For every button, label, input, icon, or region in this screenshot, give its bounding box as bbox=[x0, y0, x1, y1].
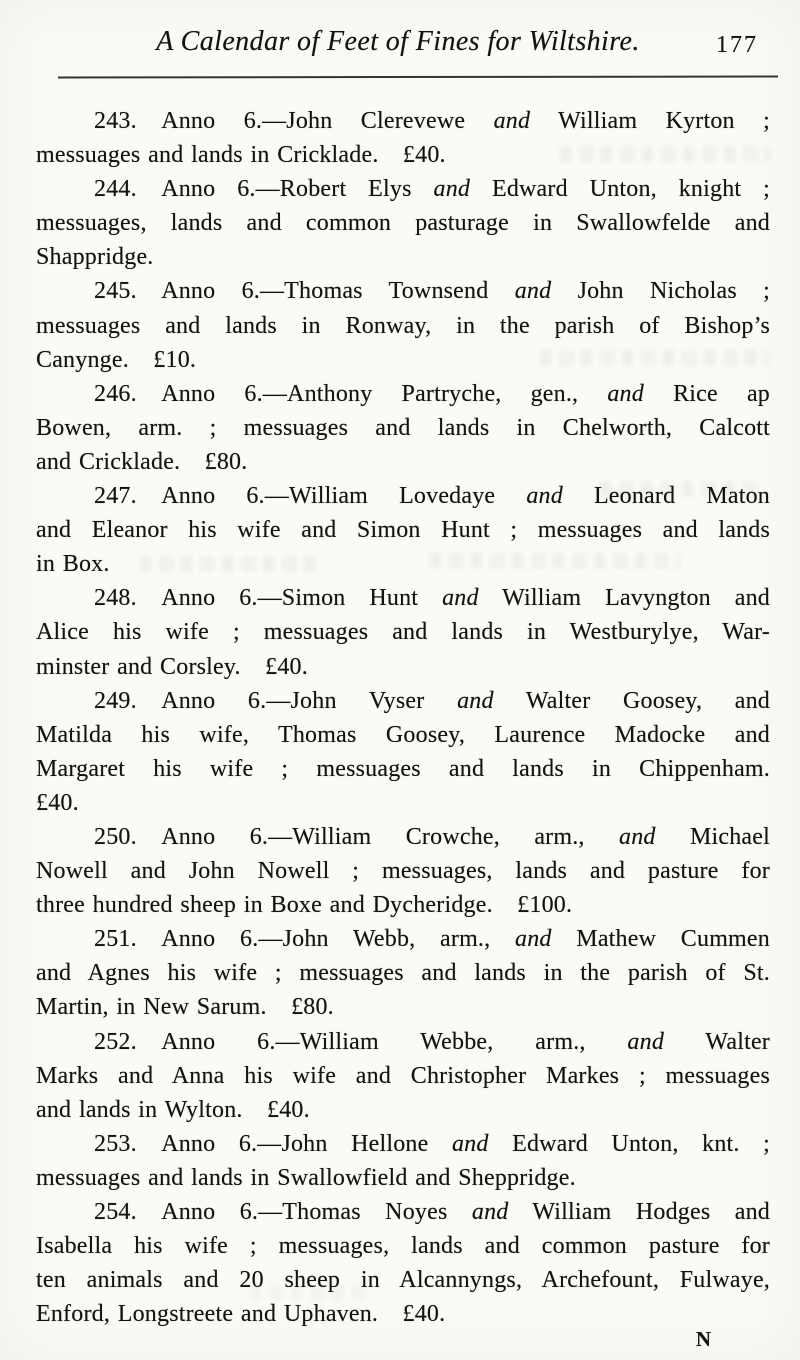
entry-line bbox=[36, 343, 770, 377]
entry-line bbox=[36, 581, 770, 615]
entry-text: Isabella his wife ; messuages, lands and common pasture for bbox=[36, 1233, 770, 1260]
italic-and: and bbox=[619, 823, 656, 850]
entry-text: messuages and lands in Cricklade. £40. bbox=[36, 142, 446, 169]
entry-text: 250. Anno 6.—William Crowche, arm., bbox=[94, 823, 619, 850]
entry-244 bbox=[36, 172, 770, 274]
entry-text: Martin, in New Sarum. £80. bbox=[36, 994, 334, 1021]
entry-text: 243. Anno 6.—John Clerevewe bbox=[94, 108, 494, 134]
entry-line bbox=[36, 1059, 770, 1093]
entry-text: 252. Anno 6.—William Webbe, arm., bbox=[94, 1028, 628, 1055]
entry-246 bbox=[36, 377, 770, 479]
signature-mark: N bbox=[695, 1327, 712, 1351]
entry-text: Nowell and John Nowell ; messuages, lands and pasture for bbox=[36, 858, 770, 885]
entry-text: Canynge. £10. bbox=[36, 346, 197, 373]
italic-and: and bbox=[442, 585, 479, 612]
entry-249 bbox=[36, 684, 770, 820]
entry-line bbox=[36, 684, 770, 718]
entry-line bbox=[36, 513, 770, 547]
header-rule bbox=[58, 75, 778, 78]
entry-text: Walter bbox=[664, 1028, 770, 1055]
entry-line bbox=[36, 206, 770, 240]
entry-text: £40. bbox=[36, 789, 79, 816]
entry-line bbox=[36, 752, 770, 786]
entry-text: 244. Anno 6.—Robert Elys bbox=[94, 176, 434, 203]
entry-line bbox=[36, 1297, 770, 1331]
entry-text: Edward Unton, knight ; bbox=[470, 176, 770, 203]
entry-line bbox=[36, 547, 770, 581]
entry-line bbox=[36, 786, 770, 820]
entry-text: William Kyrton ; bbox=[530, 108, 770, 134]
entry-text: messuages and lands in Ronway, in the parish of Bishop’s bbox=[36, 312, 770, 339]
entry-252 bbox=[36, 1025, 770, 1127]
italic-and: and bbox=[471, 1199, 509, 1225]
entry-line bbox=[36, 990, 770, 1024]
entry-text: and Agnes his wife ; messuages and lands in the parish of St. bbox=[36, 960, 770, 987]
entry-text: 249. Anno 6.—John Vyser bbox=[94, 687, 458, 714]
entry-text: three hundred sheep in Boxe and Dycheridge. £100. bbox=[36, 892, 573, 919]
entry-245 bbox=[36, 274, 770, 376]
entry-line bbox=[36, 240, 770, 274]
italic-and: and bbox=[433, 176, 471, 203]
italic-and: and bbox=[514, 278, 552, 305]
entry-line bbox=[36, 1195, 770, 1229]
italic-and: and bbox=[451, 1130, 489, 1157]
entry-line bbox=[36, 445, 770, 479]
entry-text: Marks and Anna his wife and Christopher Markes ; messuages bbox=[36, 1062, 770, 1089]
entry-text: Leonard Maton bbox=[562, 483, 770, 510]
entry-text: messuages and lands in Swallowfield and Sheppridge. bbox=[36, 1164, 576, 1191]
entry-line bbox=[36, 956, 770, 990]
entry-text: Matilda his wife, Thomas Goosey, Laurence Madocke and bbox=[36, 721, 770, 748]
entry-text: messuages, lands and common pasturage in Swallowfelde and bbox=[36, 210, 770, 237]
entry-line bbox=[36, 1093, 770, 1127]
entry-254 bbox=[36, 1195, 770, 1331]
entry-text: Bowen, arm. ; messuages and lands in Chelworth, Calcott bbox=[36, 414, 770, 441]
entry-text: John Nicholas ; bbox=[551, 278, 770, 305]
entry-line bbox=[36, 104, 770, 138]
entry-text: and lands in Wylton. £40. bbox=[36, 1096, 310, 1123]
entry-line bbox=[36, 138, 770, 172]
italic-and: and bbox=[607, 380, 644, 407]
entry-text: Walter Goosey, and bbox=[493, 687, 770, 714]
entry-line bbox=[36, 718, 770, 752]
entry-line bbox=[36, 411, 770, 445]
entry-line bbox=[36, 1127, 770, 1161]
entry-text: Mathew Cummen bbox=[551, 926, 770, 953]
entry-line bbox=[36, 274, 770, 308]
entry-line bbox=[36, 1161, 770, 1195]
entry-253 bbox=[36, 1127, 770, 1195]
entry-line bbox=[36, 172, 770, 206]
running-header bbox=[36, 24, 770, 68]
entry-text: 251. Anno 6.—John Webb, arm., bbox=[94, 926, 515, 953]
entry-text: William Hodges and bbox=[508, 1199, 770, 1225]
entry-text: 253. Anno 6.—John Hellone bbox=[94, 1130, 452, 1157]
italic-and: and bbox=[526, 483, 563, 510]
italic-and: and bbox=[627, 1028, 665, 1055]
entry-text: and Cricklade. £80. bbox=[36, 448, 248, 475]
entry-243 bbox=[36, 104, 770, 172]
entry-text: Michael bbox=[655, 823, 770, 850]
entry-text: Shappridge. bbox=[36, 244, 154, 271]
entry-text: 247. Anno 6.—William Lovedaye bbox=[94, 483, 527, 510]
italic-and: and bbox=[493, 108, 531, 134]
entry-line bbox=[36, 922, 770, 956]
entry-text: 246. Anno 6.—Anthony Partryche, gen., bbox=[94, 380, 608, 407]
entry-text: in Box. bbox=[36, 551, 110, 578]
entry-line bbox=[36, 1263, 770, 1297]
entry-250 bbox=[36, 820, 770, 922]
entry-text: Rice ap bbox=[643, 380, 770, 407]
entry-248 bbox=[36, 581, 770, 683]
entry-line bbox=[36, 854, 770, 888]
entry-247 bbox=[36, 479, 770, 581]
entry-line bbox=[36, 309, 770, 343]
entry-text: 254. Anno 6.—Thomas Noyes bbox=[94, 1199, 472, 1225]
entry-text: Alice his wife ; messuages and lands in Westburylye, War- bbox=[36, 619, 770, 646]
entry-line bbox=[36, 479, 770, 513]
entry-line bbox=[36, 820, 770, 854]
entry-line bbox=[36, 1025, 770, 1059]
entry-text: ten animals and 20 sheep in Alcannyngs, Archefount, Fulwaye, bbox=[36, 1267, 770, 1294]
entry-text: minster and Corsley. £40. bbox=[36, 653, 308, 680]
entry-text: William Lavyngton and bbox=[478, 585, 770, 612]
italic-and: and bbox=[457, 687, 494, 714]
entries bbox=[36, 104, 770, 1331]
entry-text: and Eleanor his wife and Simon Hunt ; messuages and lands bbox=[36, 517, 770, 544]
entry-line bbox=[36, 377, 770, 411]
entry-text: Enford, Longstreete and Uphaven. £40. bbox=[36, 1301, 446, 1328]
entry-line bbox=[36, 1229, 770, 1263]
entry-line bbox=[36, 888, 770, 922]
entry-line bbox=[36, 650, 770, 684]
italic-and: and bbox=[515, 926, 552, 953]
entry-text: Edward Unton, knt. ; bbox=[488, 1130, 770, 1157]
page-title: A Calendar of Feet of Fines for Wiltshire. bbox=[156, 26, 640, 57]
entry-line bbox=[36, 615, 770, 649]
page-number: 177 bbox=[716, 32, 758, 58]
entry-text: 248. Anno 6.—Simon Hunt bbox=[94, 585, 443, 612]
entry-251 bbox=[36, 922, 770, 1024]
entry-text: 245. Anno 6.—Thomas Townsend bbox=[94, 278, 515, 305]
entry-text: Margaret his wife ; messuages and lands in Chippenham. bbox=[36, 755, 770, 782]
